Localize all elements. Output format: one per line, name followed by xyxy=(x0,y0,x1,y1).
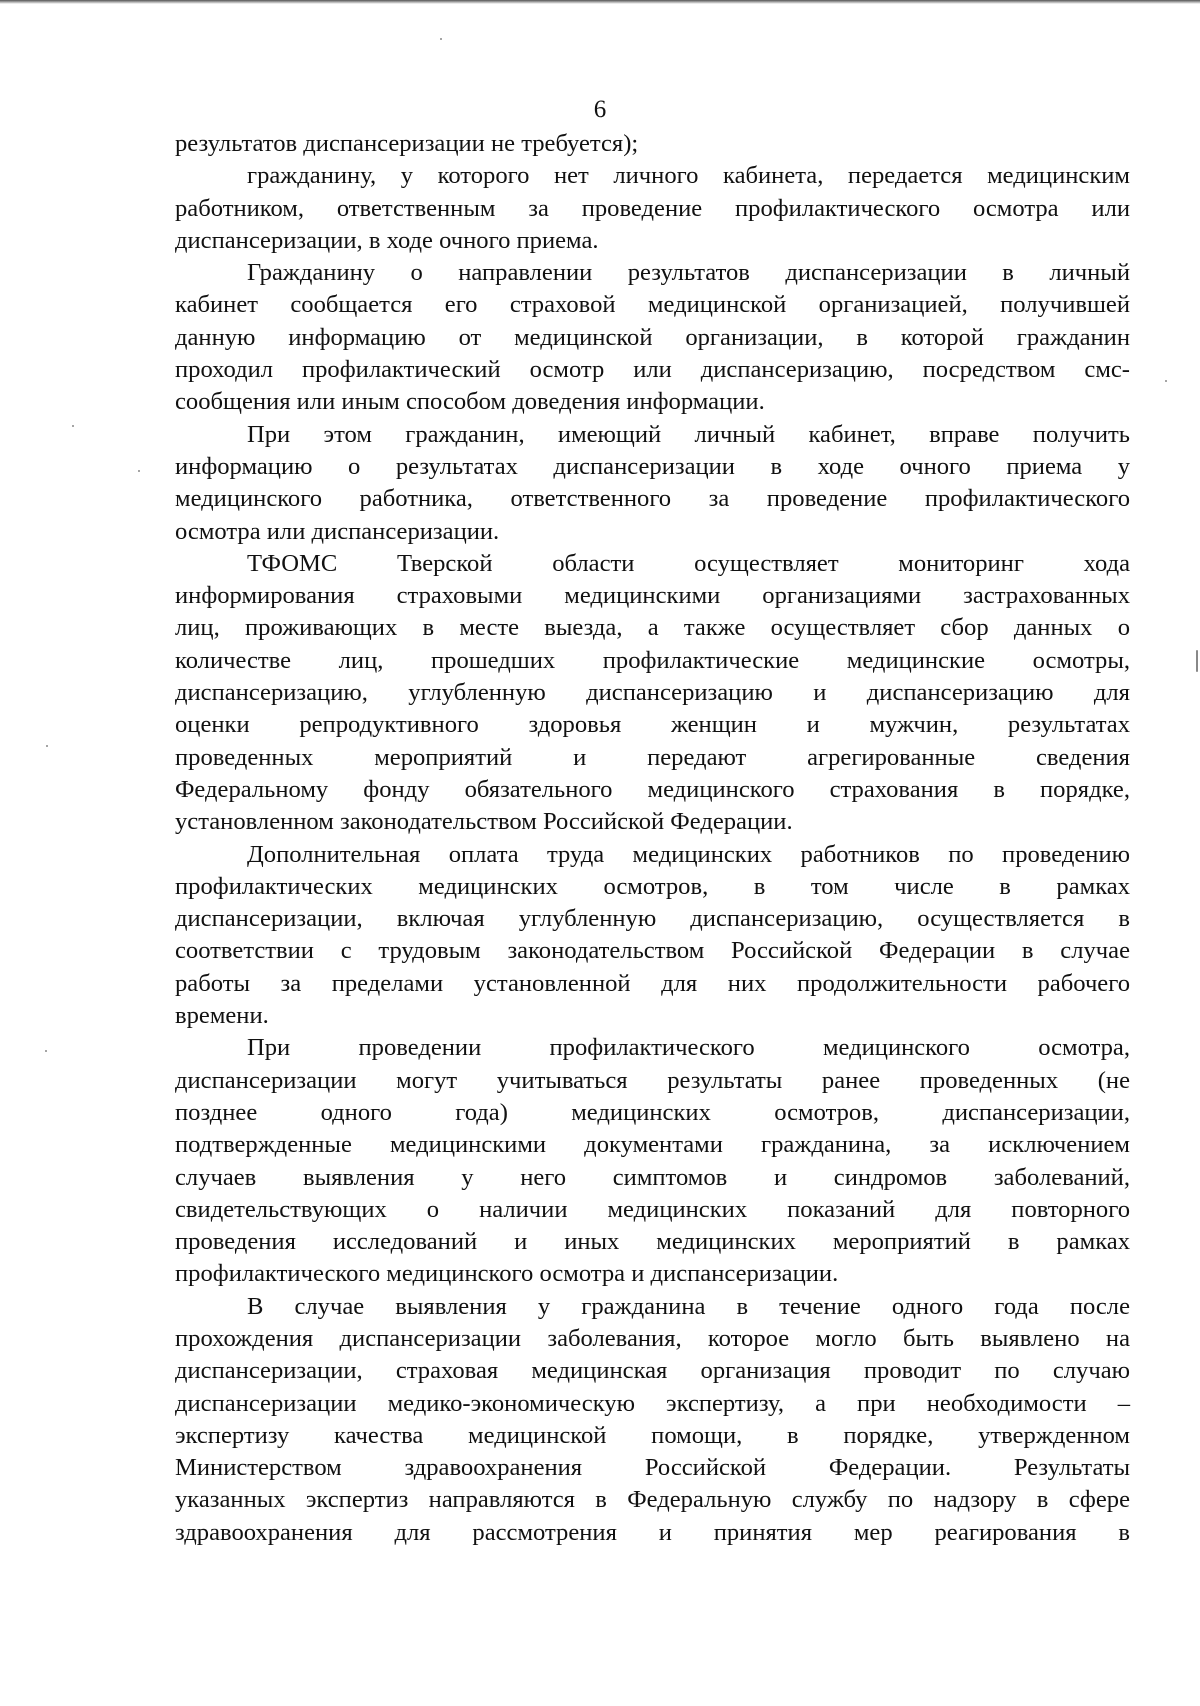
text-line: указанных экспертиз направляются в Федеральную службу по надзору в сфере xyxy=(175,1486,1130,1514)
text-line: диспансеризации, страховая медицинская организация проводит по случаю xyxy=(175,1357,1130,1385)
scan-speck xyxy=(440,38,442,40)
paragraph xyxy=(175,128,1130,160)
text-line: результатов диспансеризации не требуется); xyxy=(175,130,639,157)
text-line: диспансеризацию, углубленную диспансеризацию и диспансеризацию для xyxy=(175,679,1130,707)
scan-speck xyxy=(46,745,48,747)
text-line: проходил профилактический осмотр или диспансеризацию, посредством смс- xyxy=(175,356,1130,384)
text-line: диспансеризации медико-экономическую экспертизу, а при необходимости – xyxy=(175,1389,1130,1417)
text-line: данную информацию от медицинской организации, в которой гражданин xyxy=(175,323,1130,351)
text-line: сообщения или иным способом доведения информации. xyxy=(175,388,765,416)
text-line: диспансеризации, включая углубленную диспансеризацию, осуществляется в xyxy=(175,905,1130,933)
paragraph xyxy=(175,839,1130,1033)
text-line: информирования страховыми медицинскими организациями застрахованных xyxy=(175,582,1130,610)
text-line: подтвержденные медицинскими документами гражданина, за исключением xyxy=(175,1131,1130,1159)
text-line: кабинет сообщается его страховой медицинской организацией, получившей xyxy=(175,291,1130,319)
text-line: лиц, проживающих в месте выезда, а также осуществляет сбор данных о xyxy=(175,614,1130,642)
text-line: случаев выявления у него симптомов и синдромов заболеваний, xyxy=(175,1163,1130,1191)
scan-speck xyxy=(72,425,74,427)
text-line: Дополнительная оплата труда медицинских работников по проведению xyxy=(247,840,1130,868)
text-line: соответствии с трудовым законодательством Российской Федерации в случае xyxy=(175,937,1130,965)
text-line: свидетельствующих о наличии медицинских показаний для повторного xyxy=(175,1195,1130,1223)
scan-speck xyxy=(1165,380,1167,382)
text-line: оценки репродуктивного здоровья женщин и мужчин, результатах xyxy=(175,711,1130,739)
paragraph xyxy=(175,1032,1130,1290)
text-line: информацию о результатах диспансеризации в ходе очного приема у xyxy=(175,452,1130,480)
text-line: профилактического медицинского осмотра и диспансеризации. xyxy=(175,1260,839,1288)
text-line: прохождения диспансеризации заболевания, которое могло быть выявлено на xyxy=(175,1324,1130,1352)
text-line: В случае выявления у гражданина в течение одного года после xyxy=(247,1292,1130,1320)
text-line: количестве лиц, прошедших профилактические медицинские осмотры, xyxy=(175,646,1130,674)
paragraph xyxy=(175,257,1130,418)
text-line: позднее одного года) медицинских осмотров, диспансеризации, xyxy=(175,1098,1130,1126)
scan-speck xyxy=(1196,650,1198,672)
paragraph xyxy=(175,548,1130,839)
text-line: Министерством здравоохранения Российской Федерации. Результаты xyxy=(175,1454,1130,1482)
text-line: осмотра или диспансеризации. xyxy=(175,517,500,545)
text-line: экспертизу качества медицинской помощи, в порядке, утвержденном xyxy=(175,1421,1130,1449)
text-line: медицинского работника, ответственного за проведение профилактического xyxy=(175,485,1130,513)
text-line: проведения исследований и иных медицинских мероприятий в рамках xyxy=(175,1228,1130,1256)
text-line: установленном законодательством Российской Федерации. xyxy=(175,808,793,836)
text-line: диспансеризации, в ходе очного приема. xyxy=(175,226,599,254)
text-line: ТФОМС Тверской области осуществляет мониторинг хода xyxy=(247,549,1130,577)
text-line: диспансеризации могут учитываться результаты ранее проведенных (не xyxy=(175,1066,1130,1094)
paragraph xyxy=(175,419,1130,548)
text-line: Гражданину о направлении результатов диспансеризации в личный xyxy=(247,259,1130,287)
text-line: При проведении профилактического медицинского осмотра, xyxy=(247,1034,1130,1062)
text-line: работником, ответственным за проведение профилактического осмотра или xyxy=(175,194,1130,222)
text-line: профилактических медицинских осмотров, в том числе в рамках xyxy=(175,872,1130,900)
document-body xyxy=(175,128,1130,1549)
text-line: При этом гражданин, имеющий личный кабинет, вправе получить xyxy=(247,420,1130,448)
text-line: Федеральному фонду обязательного медицинского страхования в порядке, xyxy=(175,775,1130,803)
scan-speck xyxy=(138,470,140,472)
text-line: работы за пределами установленной для них продолжительности рабочего xyxy=(175,969,1130,997)
scan-speck xyxy=(45,1050,47,1052)
page-number: 6 xyxy=(593,96,607,123)
paragraph xyxy=(175,1291,1130,1549)
text-line: времени. xyxy=(175,1002,269,1030)
text-line: проведенных мероприятий и передают агрегированные сведения xyxy=(175,743,1130,771)
text-line: здравоохранения для рассмотрения и принятия мер реагирования в xyxy=(175,1518,1130,1546)
scan-edge xyxy=(0,0,1200,4)
paragraph xyxy=(175,160,1130,257)
text-line: гражданину, у которого нет личного кабинета, передается медицинским xyxy=(247,162,1130,190)
